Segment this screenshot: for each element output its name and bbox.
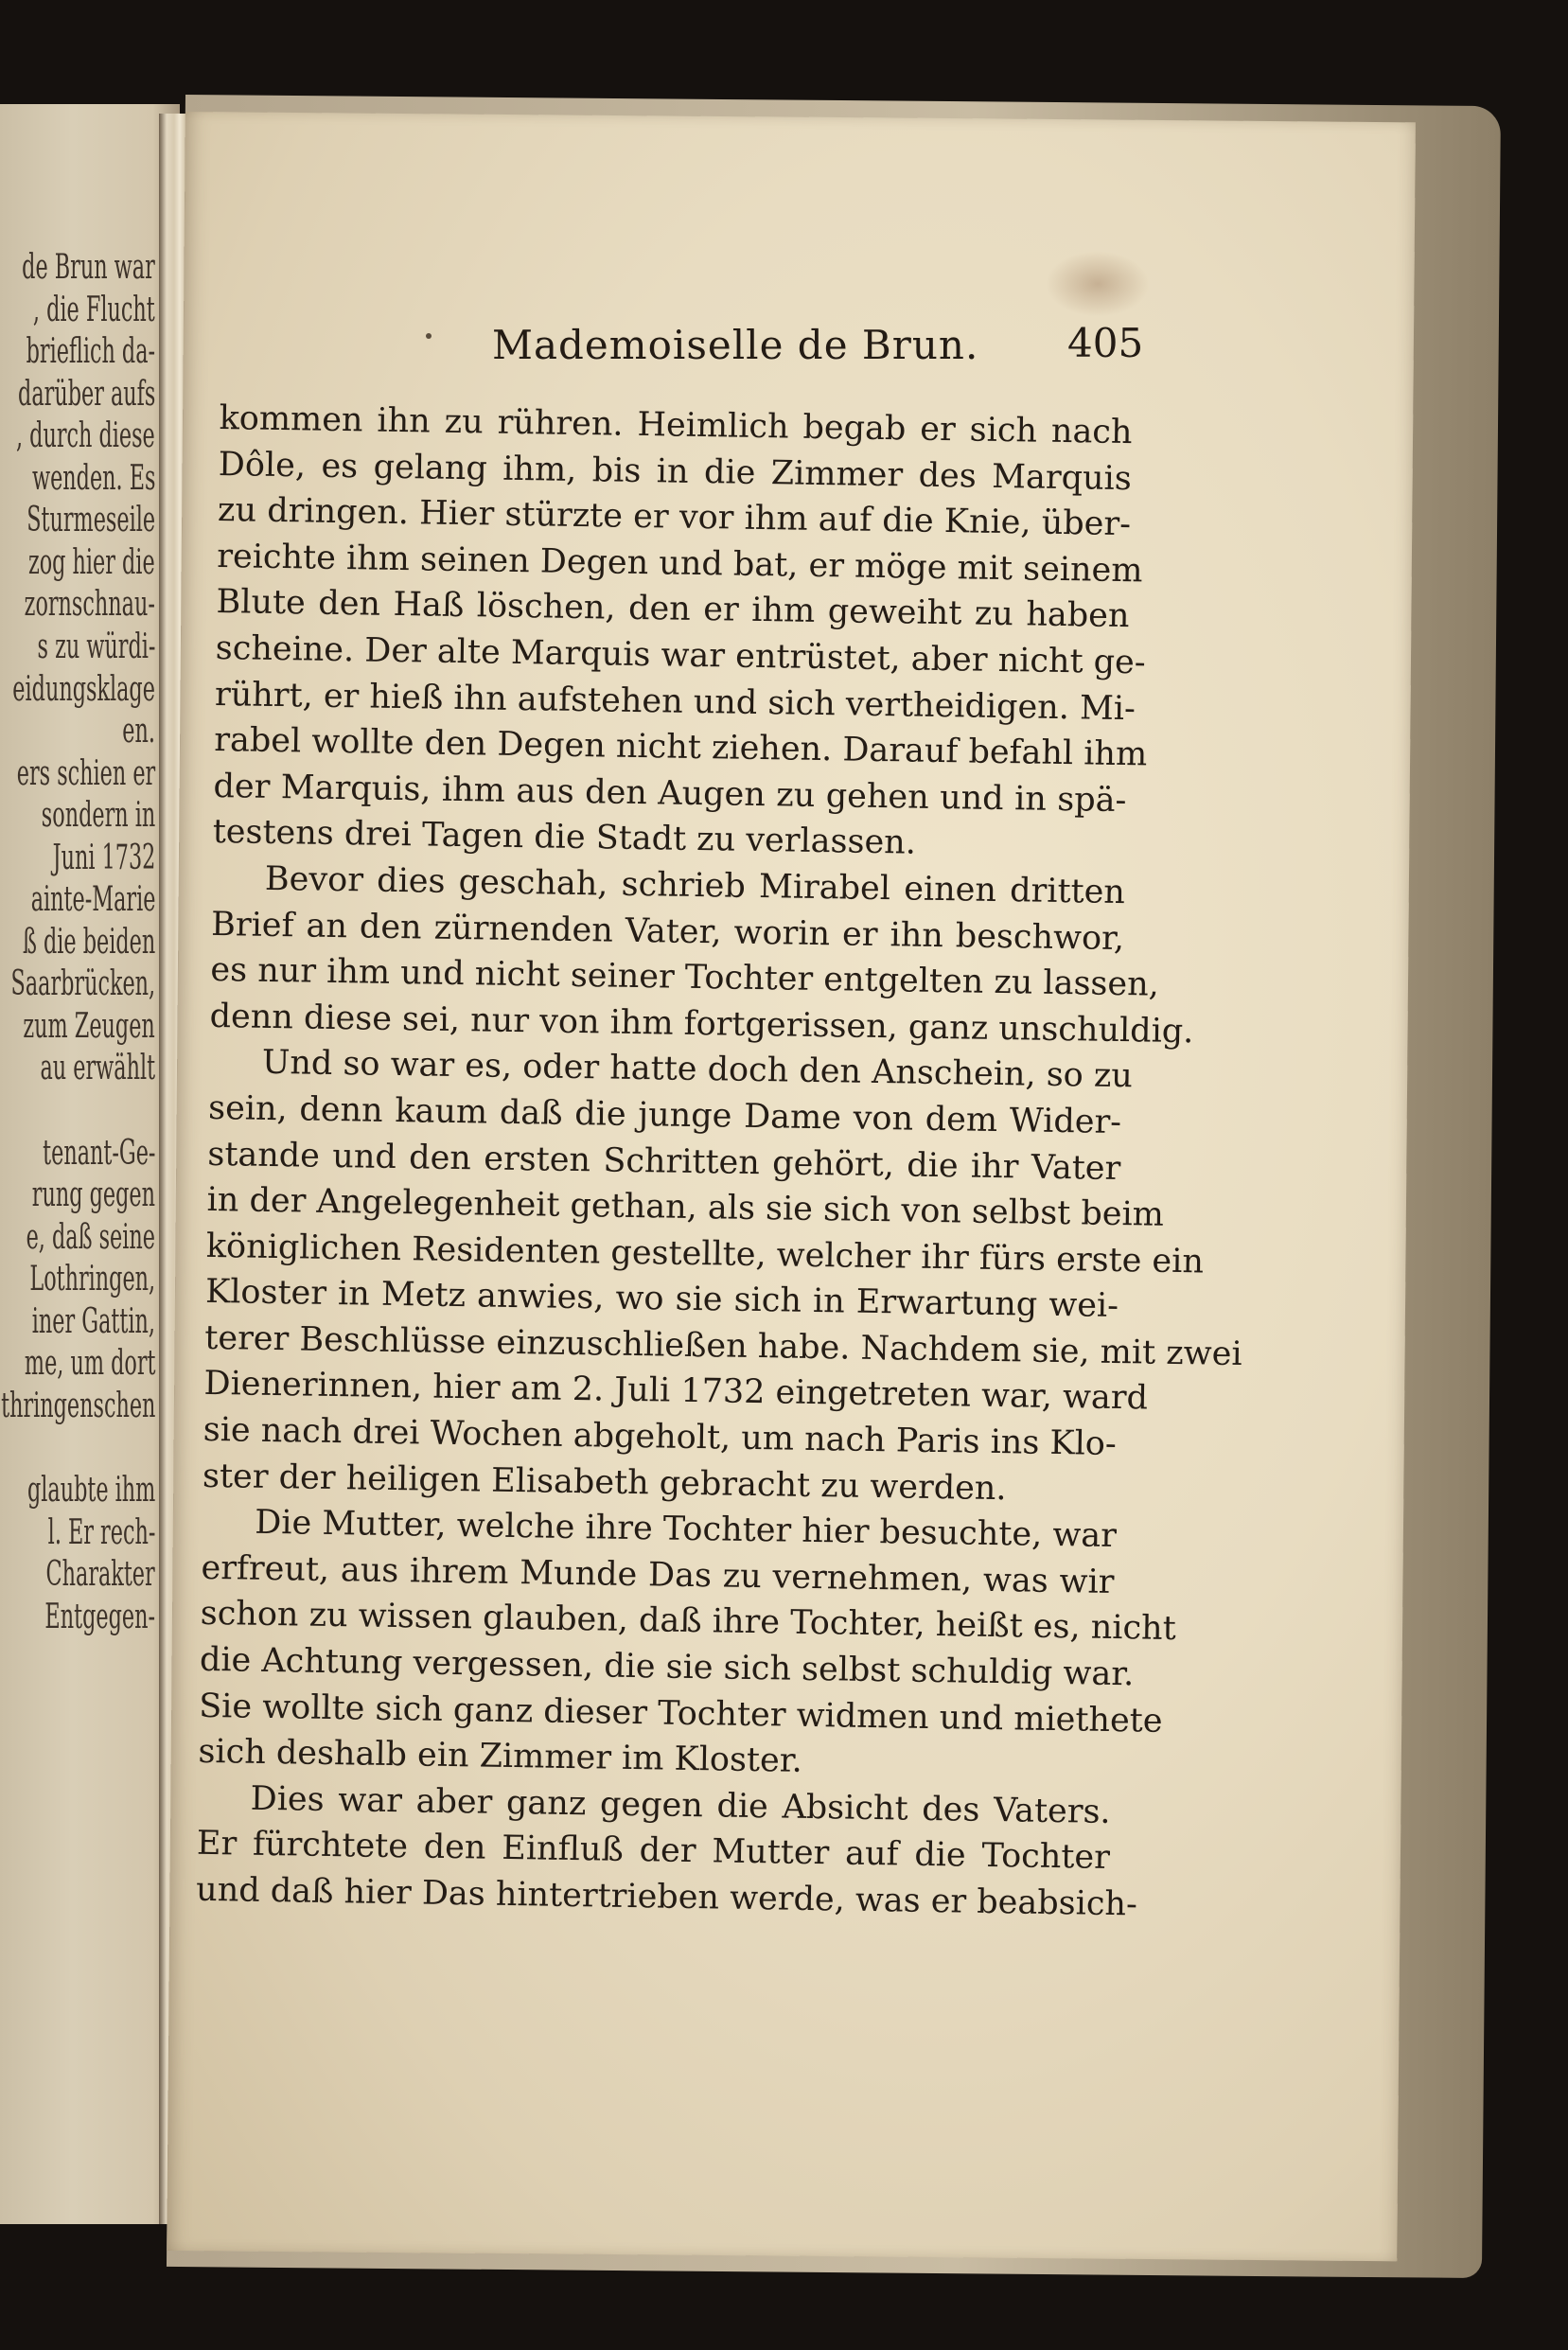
- text-line: königlichen Residenten gestellte, welcher ihr fürs erste ein: [205, 1227, 1205, 1281]
- text-line: Dies war aber ganz gegen die Absicht des Vaters.: [250, 1779, 1111, 1831]
- left-page-line: Lothringen,: [29, 1260, 155, 1299]
- text-line: Er fürchtete den Einfluß der Mutter auf die Tochter: [196, 1825, 1111, 1878]
- left-page-line: brieflich da-: [26, 332, 155, 372]
- left-page-line: zum Zeugen: [23, 1006, 155, 1046]
- left-page-line: iner Gattin,: [31, 1301, 155, 1341]
- left-page-line: Entgegen-: [44, 1597, 155, 1636]
- body-text: [195, 396, 1242, 1928]
- text-line: und daß hier Das hintertrieben werde, was er beabsich-: [195, 1870, 1138, 1924]
- left-page-line: darüber aufs: [17, 374, 155, 414]
- text-line: Blute den Haß löschen, den er ihm geweiht zu haben: [216, 583, 1130, 636]
- text-line: zu dringen. Hier stürzte er vor ihm auf die Knie, über-: [217, 491, 1132, 544]
- left-page-line: Saarbrücken,: [10, 964, 155, 1004]
- left-page-line: ers schien er: [16, 753, 155, 793]
- text-line: es nur ihm und nicht seiner Tochter entgelten zu lassen,: [210, 951, 1160, 1004]
- left-page-line: Juni 1732: [52, 838, 155, 877]
- left-page-line: e, daß seine: [26, 1217, 155, 1257]
- text-line: rührt, er hieß ihn aufstehen und sich vertheidigen. Mi-: [214, 675, 1136, 728]
- left-page-line: rung gegen: [31, 1175, 155, 1215]
- left-page-line: thringenschen: [0, 1386, 155, 1425]
- text-line: stande und den ersten Schritten gehört, die ihr Vater: [207, 1135, 1121, 1188]
- left-page-line: zog hier die: [28, 542, 155, 582]
- text-line: schon zu wissen glauben, daß ihre Tochter, heißt es, nicht: [200, 1595, 1177, 1649]
- left-facing-page: [0, 104, 180, 2224]
- text-line: Die Mutter, welche ihre Tochter hier besuchte, war: [254, 1503, 1118, 1556]
- text-line: rabel wollte den Degen nicht ziehen. Darauf befahl ihm: [213, 721, 1148, 774]
- text-line: terer Beschlüsse einzuschließen habe. Nachdem sie, mit zwei: [204, 1318, 1242, 1373]
- text-line: ster der heiligen Elisabeth gebracht zu werden.: [202, 1457, 1007, 1508]
- text-line: sein, denn kaum daß die junge Dame von dem Wider-: [207, 1088, 1122, 1141]
- left-page-line: tenant-Ge-: [42, 1133, 155, 1173]
- text-line: sie nach drei Wochen abgeholt, um nach Paris ins Klo-: [203, 1410, 1118, 1464]
- left-page-line: s zu würdi-: [37, 627, 155, 666]
- left-page-line: au erwählt: [40, 1049, 155, 1088]
- left-page-line: Charakter: [45, 1555, 155, 1595]
- left-page-line: zornschnau-: [24, 585, 155, 625]
- text-line: in der Angelegenheit gethan, als sie sich von selbst beim: [206, 1180, 1165, 1234]
- text-line: scheine. Der alte Marquis war entrüstet, aber nicht ge-: [215, 628, 1146, 682]
- text-line: denn diese sei, nur von ihm fortgerissen, ganz unschuldig.: [209, 997, 1194, 1051]
- text-line: Und so war es, oder hatte doch den Anschein, so zu: [261, 1044, 1134, 1096]
- text-line: reichte ihm seinen Degen und bat, er möge mit seinem: [217, 537, 1143, 591]
- text-line: die Achtung vergessen, die sie sich selbst schuldig war.: [199, 1640, 1135, 1694]
- left-page-line: me, um dort: [24, 1344, 155, 1384]
- paper-stain: [1046, 251, 1150, 317]
- left-page-line: l. Er rech-: [47, 1512, 155, 1552]
- text-line: erfreut, aus ihrem Munde Das zu vernehmen, was wir: [201, 1548, 1115, 1601]
- text-line: der Marquis, ihm aus den Augen zu gehen und in spä-: [213, 767, 1127, 820]
- text-line: Dienerinnen, hier am 2. Juli 1732 eingetreten war, ward: [203, 1365, 1149, 1419]
- running-head: Mademoiselle de Brun.: [492, 322, 979, 368]
- text-line: Bevor dies geschah, schrieb Mirabel einen dritten: [264, 859, 1126, 912]
- text-line: Dôle, es gelang ihm, bis in die Zimmer des Marquis: [218, 445, 1133, 498]
- left-page-line: sondern in: [41, 796, 155, 836]
- text-line: Brief an den zürnenden Vater, worin er ihn beschwor,: [210, 905, 1125, 958]
- left-page-line: glaubte ihm: [26, 1470, 155, 1510]
- text-line: sich deshalb ein Zimmer im Kloster.: [198, 1733, 803, 1781]
- left-page-line: ß die beiden: [22, 922, 155, 962]
- text-line: Sie wollte sich ganz dieser Tochter widmen und miethete: [198, 1687, 1163, 1740]
- left-page-line: ainte-Marie: [30, 880, 155, 920]
- left-page-line: eidungsklage: [12, 669, 155, 709]
- page-number: 405: [1067, 320, 1144, 366]
- text-line: testens drei Tagen die Stadt zu verlassen.: [212, 813, 917, 862]
- left-page-line: de Brun war: [22, 248, 155, 287]
- left-page-line: wenden. Es: [31, 458, 155, 498]
- text-line: kommen ihn zu rühren. Heimlich begab er sich nach: [219, 398, 1133, 452]
- left-page-line: en.: [122, 712, 155, 751]
- running-head-dot: [426, 333, 432, 339]
- left-page-line: , die Flucht: [33, 290, 155, 329]
- text-line: Kloster in Metz anwies, wo sie sich in Erwartung wei-: [204, 1273, 1119, 1326]
- left-page-line: , durch diese: [16, 416, 155, 456]
- left-page-line: Sturmeseile: [26, 501, 155, 540]
